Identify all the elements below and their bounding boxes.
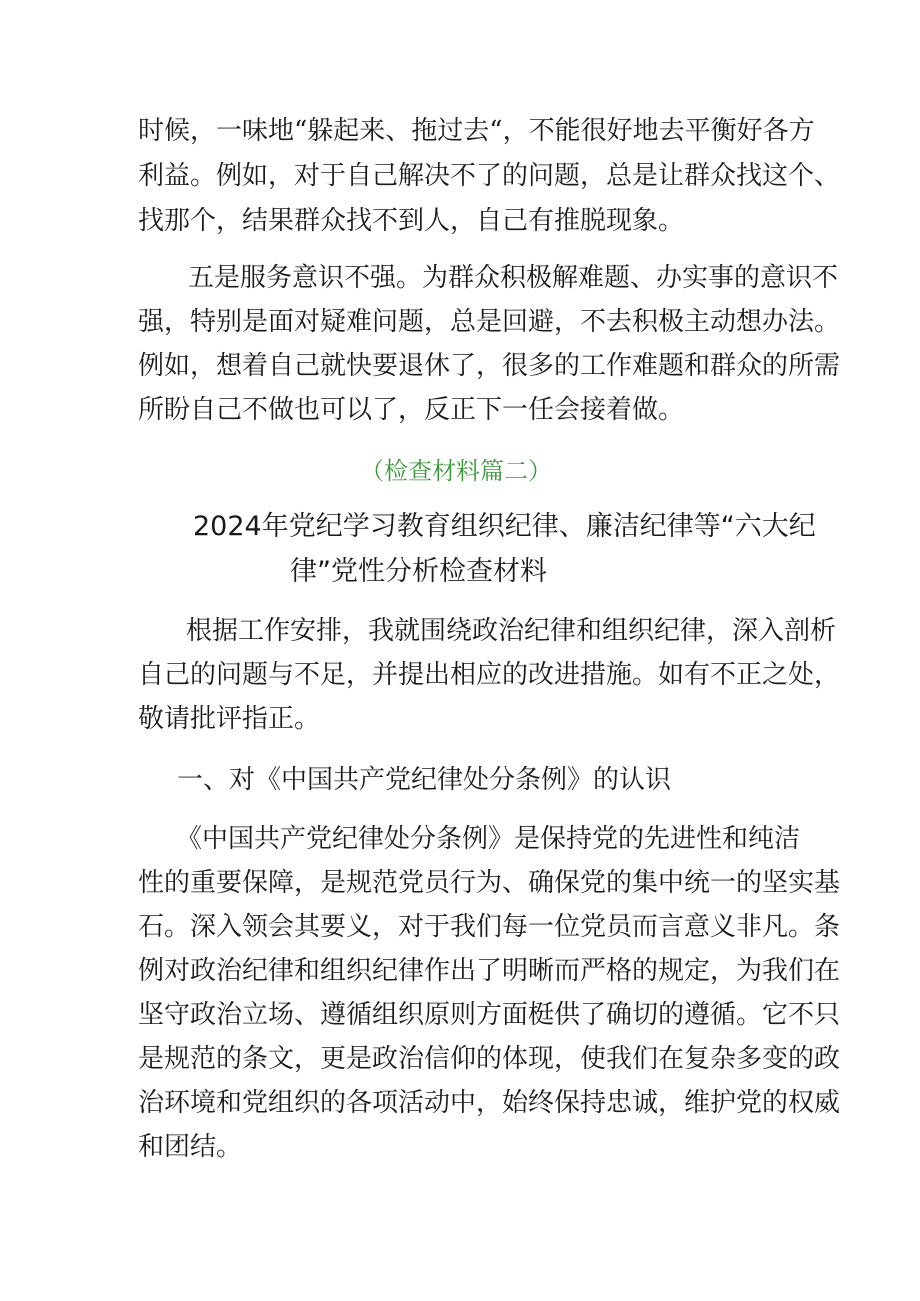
paragraph-3-line-6: 是规范的条文，更是政治信仰的体现，使我们在复杂多变的政 bbox=[138, 1044, 841, 1074]
paragraph-2-line-3: 例如，想着自己就快要退休了，很多的工作难题和群众的所需 bbox=[138, 351, 841, 381]
paragraph-1-line-2: 利益。例如，对于自己解决不了的问题，总是让群众找这个、 bbox=[138, 161, 841, 191]
document-title-line-1: 2024年党纪学习教育组织纪律、廉洁纪律等“六大纪 bbox=[193, 511, 816, 542]
intro-line-3: 敬请批评指正。 bbox=[138, 704, 321, 734]
paragraph-2-line-1: 五是服务意识不强。为群众积极解难题、办实事的意识不 bbox=[188, 263, 839, 293]
document-title-line-2: 律”党性分析检查材料 bbox=[290, 556, 547, 587]
intro-line-2: 自己的问题与不足，并提出相应的改进措施。如有不正之处， bbox=[138, 660, 841, 690]
paragraph-1-line-3: 找那个，结果群众找不到人，自己有推脱现象。 bbox=[138, 206, 685, 236]
intro-line-1: 根据工作安排，我就围绕政治纪律和组织纪律，深入剖析 bbox=[186, 616, 837, 646]
paragraph-3-line-1: 《中国共产党纪律处分条例》是保持党的先进性和纯洁 bbox=[176, 824, 801, 854]
paragraph-2-line-4: 所盼自己不做也可以了，反正下一任会接着做。 bbox=[138, 395, 685, 425]
section-heading-1: 一、对《中国共产党纪律处分条例》的认识 bbox=[177, 765, 672, 795]
paragraph-3-line-4: 例对政治纪律和组织纪律作出了明晰而严格的规定，为我们在 bbox=[138, 956, 841, 986]
paragraph-1-line-1: 时候，一味地“躲起来、拖过去“，不能很好地去平衡好各方 bbox=[138, 116, 815, 146]
paragraph-2-line-2: 强，特别是面对疑难问题，总是回避，不去积极主动想办法。 bbox=[138, 307, 841, 337]
paragraph-3-line-2: 性的重要保障，是规范党员行为、确保党的集中统一的坚实基 bbox=[138, 868, 841, 898]
paragraph-3-line-5: 坚守政治立场、遵循组织原则方面梃供了确切的遵循。它不只 bbox=[138, 1000, 841, 1030]
paragraph-3-line-8: 和团结。 bbox=[138, 1132, 243, 1162]
paragraph-3-line-3: 石。深入领会其要义，对于我们每一位党员而言意义非凡。条 bbox=[138, 912, 841, 942]
section-label: （检查材料篇二） bbox=[360, 457, 552, 485]
paragraph-3-line-7: 治环境和党组织的各项活动中，始终保持忠诚，维护党的权威 bbox=[138, 1088, 841, 1118]
